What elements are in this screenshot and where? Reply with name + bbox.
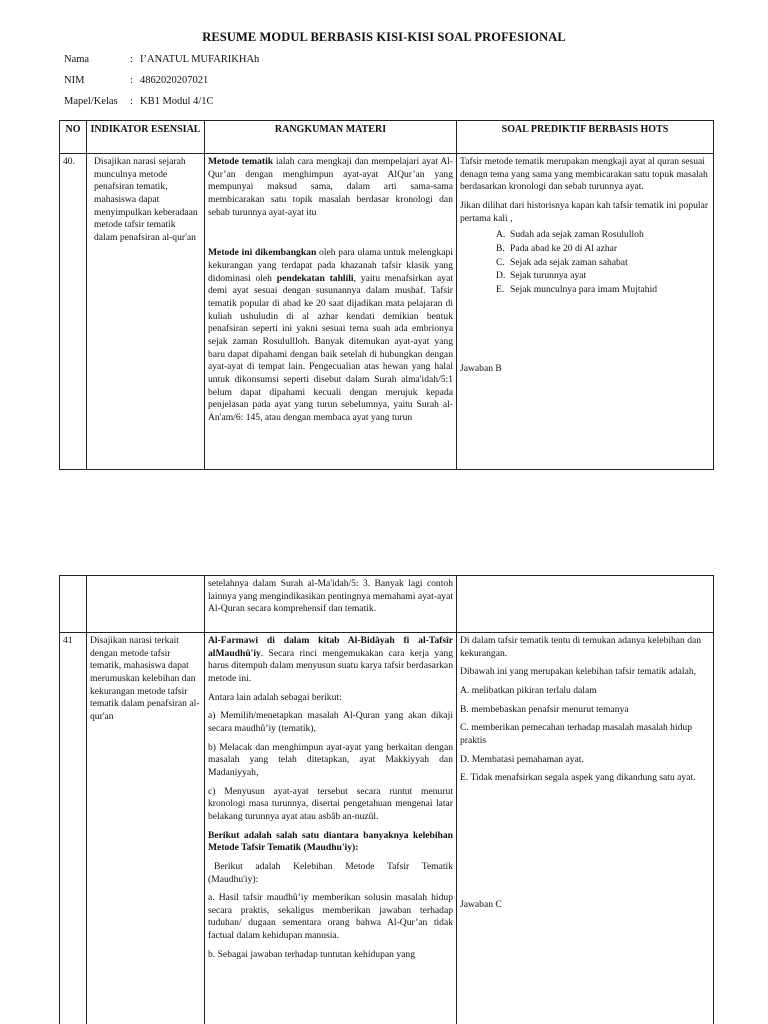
table-row-continued (60, 576, 714, 633)
row-soal (457, 154, 714, 470)
row-materi (205, 154, 457, 470)
materi-paragraph: Berikut adalah Kelebihan Metode Tafsir Tematik (Maudhu'iy): (208, 860, 453, 885)
option-item: D. Sejak turunnya ayat (496, 270, 587, 282)
header-rangkuman: RANGKUMAN MATERI (205, 121, 457, 154)
row-indikator: Disajikan narasi terkait dengan metode tafsir tematik, mahasiswa dapat merumuskan kelebihan dan kekurangan metode tafsir tematik dalam penafsiran al-qur'an (87, 633, 205, 1024)
materi-paragraph (208, 156, 453, 219)
header-no: NO (60, 121, 87, 154)
indikator-text: Disajikan narasi sejarah munculnya metode penafsiran tematik, mahasiswa dapat menyimpulkan keberadaan metode tafsir tematik dalam penafsiran al-qur'an (94, 156, 198, 243)
soal-text: Tafsir metode tematik merupakan mengkaji ayat al quran sesuai denagn tema yang sama yang membicarakan satu topuk masalah berdasarkan kronologi dan sebab turunnya ayat. (460, 156, 708, 193)
soal-question: Dibawah ini yang merupakan kelebihan tafsir tematik adalah, (460, 666, 697, 678)
resume-table-page1 (59, 120, 714, 470)
meta-value: I’ANATUL MUFARIKHAh (140, 54, 260, 65)
row-indikator (87, 154, 205, 470)
document-title: RESUME MODUL BERBASIS KISI-KISI SOAL PROFESIONAL (202, 30, 566, 44)
materi-text: ialah cara mengkaji dan mempelajari ayat Al-Qur’an dengan menghimpun ayat-ayat AlQur’an yang mempunyai maksud sama, dalam arti sama-sama membicarakan satu topik masalah berdasar kronologi dan sebab turunnya ayat-ayat itu (208, 156, 453, 218)
option-item: A. Sudah ada sejak zaman Rosululloh (496, 229, 644, 241)
meta-label: NIM (64, 75, 85, 86)
materi-bold: pendekatan tahlili (276, 272, 354, 284)
materi-paragraph: Al-Farmawi di dalam kitab Al-Bidâyah fi al-Tafsîr alMaudhû'iy. Secara rinci mengemukakan cara kerja yang harus ditempuh dalam menyusun suatu karya tafsir berdasarkan metode ini. (208, 635, 453, 684)
materi-bold: Metode tematik (208, 156, 274, 167)
table-row-40 (60, 154, 714, 470)
materi-paragraph: b) Melacak dan menghimpun ayat-ayat yang berkaitan dengan masalah yang telah ditetapkan, ayat Makkiyyah dan Madaniyyah, (208, 741, 453, 778)
soal-text: Di dalam tafsir tematik tentu di temukan adanya kelebihan dan kekurangan. (460, 635, 702, 659)
meta-value: KB1 Modul 4/1C (140, 96, 214, 107)
table-row-41 (60, 633, 714, 1024)
materi-paragraph: a) Memilih/menetapkan masalah Al-Quran yang akan dikaji secara maudhû’iy (tematik), (208, 710, 453, 734)
header-indikator: INDIKATOR ESENSIAL (87, 121, 205, 154)
option-item: E. Sejak munculnya para imam Mujtahid (496, 283, 658, 295)
materi-paragraph: Antara lain adalah sebagai berikut: (208, 691, 342, 703)
row-no: 40. (60, 154, 87, 470)
meta-nim: NIM : 4862020207021 (64, 75, 209, 86)
materi-paragraph: a. Hasil tafsir maudhû’iy memberikan solusin masalah hidup secara praktis, sekaligus memberikan jawaban terhadap tuduhan/ dugaan sementara orang bahwa Al-Qur’an tidak factual dalam kehidupan manusia. (208, 892, 453, 942)
meta-mapel: Mapel/Kelas : KB1 Modul 4/1C (64, 96, 214, 107)
meta-value: 4862020207021 (140, 75, 209, 86)
options-list (460, 229, 710, 296)
materi-content (208, 635, 453, 961)
meta-label: Mapel/Kelas (64, 96, 118, 107)
materi-paragraph (208, 247, 453, 424)
row-materi-continued: setelahnya dalam Surah al-Ma'idah/5: 3. Banyak lagi contoh lainnya yang mengindikasikan pentingnya memahami ayat-ayat Al-Quran secara komprehensif dan tematik. (205, 576, 457, 633)
soal-question: Jikan dilihat dari historisnya kapan kah tafsir tematik ini popular pertama kali , (460, 199, 709, 224)
option-item: E. Tidak menafsirkan segala aspek yang dikandung satu ayat. (460, 772, 696, 784)
meta-nama: Nama : I’ANATUL MUFARIKHAh (64, 54, 260, 65)
option-item: D. Membatasi pemahaman ayat. (460, 753, 584, 765)
meta-label: Nama (64, 54, 90, 65)
materi-content (208, 156, 453, 424)
row-soal (457, 633, 714, 1024)
header-soal: SOAL PREDIKTIF BERBASIS HOTS (457, 121, 714, 154)
materi-paragraph: b. Sebagai jawaban terhadap tuntutan kehidupan yang (208, 948, 415, 960)
materi-paragraph: Berikut adalah salah satu diantara banyaknya kelebihan Metode Tafsir Tematik (Maudhu'iy): (208, 829, 453, 854)
row-no: 41 (60, 633, 87, 1024)
resume-table-page2 (59, 575, 714, 1024)
materi-bold: Metode ini dikembangkan (208, 247, 317, 259)
materi-paragraph: c) Menyusun ayat-ayat tersebut secara runtut menurut kronologi masa turunnya, disertai pengetahuan mengenai latar belakang turunnya ayat atau asbâb an-nuzûl. (208, 785, 453, 822)
row-materi (205, 633, 457, 1024)
table-header-row (60, 121, 714, 154)
materi-text: , yaitu menafsirkan ayat demi ayat sesuai dengan susunannya dalam mushaf. Tafsir tematik popular di abad ke 20 saat dijadikan mata pelajaran di kuliah ushuludin di al azhar kendati demikian bentuk penafsiran seperti ini yakni sesuai tema suah ada embrionya sejak zaman Rosulullloh. Banyak ditemukan ayat-ayat yang baru dapat dipahami dengan baik setelah di hubungkan dengan ayat-ayat di tempat lain. Pengecualian atas hewan yang halal untuk dikonsumsi seperti disebut dalam Surah alma'idah/5:1 belum dapat dipahami kecuali dengan merujuk kepada penjelasan pada ayat yang turun sebelumnya, yaitu Surah al-An'am/6: 145, atau dengan membaca ayat yang turun (208, 272, 453, 423)
answer-text: Jawaban B (460, 362, 502, 374)
materi-text: oleh para ulama untuk melengkapi kekurangan yang terdapat pada khazanah tafsir klasik yang didominasi oleh (208, 247, 453, 284)
answer-text: Jawaban C (460, 898, 502, 910)
option-item: B. membebaskan penafsir menurut temanya (460, 703, 629, 715)
option-item: A. melibatkan pikiran terlalu dalam (460, 684, 597, 696)
option-item: C. memberikan pemecahan terhadap masalah masalah hidup praktis (460, 722, 693, 746)
option-item: C. Sejak ada sejak zaman sahabat (496, 256, 628, 268)
option-item: B. Pada abad ke 20 di Al azhar (496, 242, 618, 254)
